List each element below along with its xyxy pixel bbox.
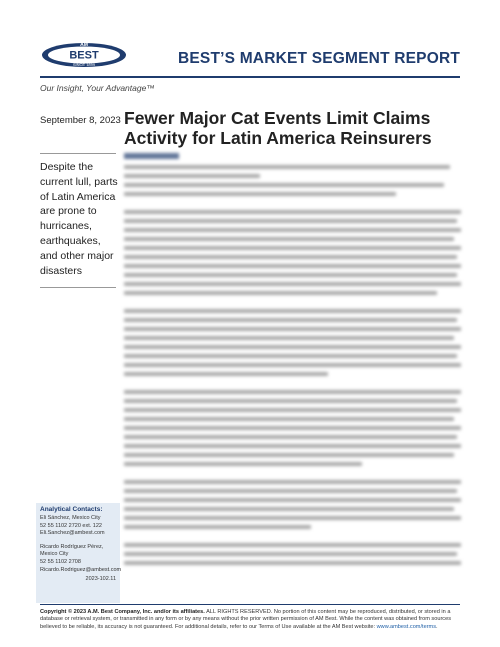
header-rule — [40, 76, 460, 78]
contact-2-phone: 52 55 1102 2708 — [40, 558, 81, 565]
terms-link[interactable]: www.ambest.com/terms — [376, 623, 437, 630]
contacts-heading: Analytical Contacts: — [40, 506, 103, 513]
contact-2-city: Mexico City — [40, 551, 69, 558]
am-best-logo — [40, 40, 130, 70]
sidebar-pull-quote: Despite the current lull, parts of Latin America are prone to hurricanes, earthquakes, and other major disasters — [40, 161, 118, 277]
copyright-footer: Copyright © 2023 A.M. Best Company, Inc. and/or its affiliates. ALL RIGHTS RESERVED. No portion of this content may be reproduced, distributed, or stored in a database or retrieval system, or transmitted in any form or by any means without the prior written permission of AM Best. While the content was obtained from sources believed to be reliable, its accuracy is not guaranteed. For additional details, refer to our Terms of Use available at the AM Best website: www.ambest.com/terms. — [40, 609, 452, 630]
svg-text:SINCE 1899: SINCE 1899 — [72, 62, 96, 67]
contact-1-phone: 52 55 1102 2720 ext. 122 — [40, 522, 102, 529]
svg-text:BEST: BEST — [69, 49, 99, 62]
sidebar-bottom-rule — [40, 287, 116, 288]
report-body-blurred — [124, 153, 464, 595]
report-code: 2023-102.11 — [85, 576, 116, 583]
rights-text: ALL RIGHTS RESERVED. No portion of this content may be reproduced, distributed, or stored in a database or retrieval system, or transmitted in any form or by any means without the prior written permission of AM Best. While the content was obtained from sources believed to be reliable, its accuracy is not guaranteed. For additional details, refer to our Terms of Use available at the AM Best website: — [40, 609, 452, 630]
contact-2-email[interactable]: Ricardo.Rodriguez@ambest.com — [40, 566, 122, 573]
footer-rule — [40, 604, 460, 605]
analytical-contacts-box — [36, 503, 120, 603]
report-date: September 8, 2023 — [40, 115, 121, 126]
sidebar-top-rule — [40, 153, 116, 154]
contact-1-email[interactable]: Eli.Sanchez@ambest.com — [40, 530, 105, 537]
contact-2-name: Ricardo Rodríguez Pérez, — [40, 543, 104, 550]
contact-1-name: Eli Sánchez, Mexico City — [40, 515, 101, 521]
report-title: Fewer Major Cat Events Limit Claims Activity for Latin America Reinsurers — [124, 108, 432, 148]
svg-text:AM: AM — [80, 42, 88, 48]
report-header — [0, 0, 500, 93]
copyright-line: Copyright © 2023 A.M. Best Company, Inc. and/or its affiliates. — [40, 609, 205, 615]
tagline: Our Insight, Your Advantage™ — [40, 83, 155, 93]
report-series-title: BEST’S MARKET SEGMENT REPORT — [178, 50, 461, 67]
